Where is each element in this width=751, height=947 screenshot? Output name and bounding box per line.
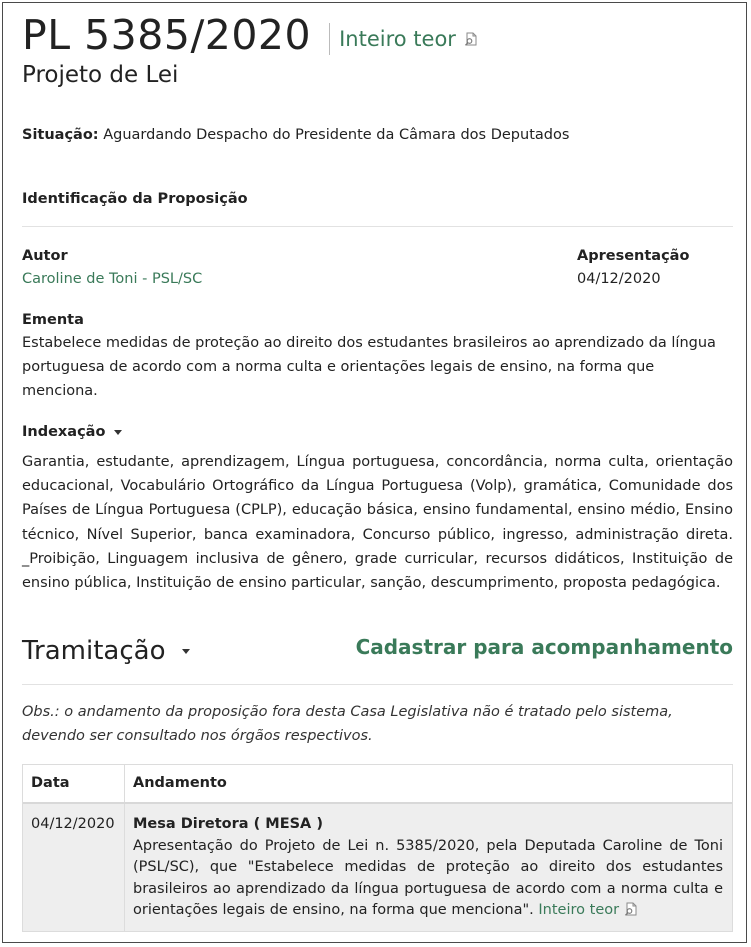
summary-label: Ementa xyxy=(22,312,84,328)
tramitation-table xyxy=(22,764,733,932)
full-text-link[interactable] xyxy=(339,11,478,67)
row-progress xyxy=(125,804,732,931)
page-frame xyxy=(2,2,747,943)
table-row xyxy=(23,804,732,931)
summary-text: Estabelece medidas de proteção ao direito dos estudantes brasileiros ao aprendizado da língua portuguesa de acordo com a norma culta e orientações legais de ensino, na forma que menciona. xyxy=(22,335,716,399)
tramitation-heading: Tramitação xyxy=(22,636,166,666)
row-full-text-label: Inteiro teor xyxy=(538,902,620,918)
author-label: Autor xyxy=(22,248,68,264)
indexing-text: Garantia, estudante, aprendizagem, Língua portuguesa, concordância, norma culta, orientação educacional, Vocabulário Ortográfico da Língua Portuguesa (Volp), gramática, Comunidade dos Países de Língua Portuguesa (CPLP), educação básica, ensino fundamental, ensino médio, Ensino técnico, Nível Superior, banca examinadora, Concurso público, ingresso, administração direta. _Proibição, Linguagem inclusiva de gênero, grade curricular, recursos didáticos, Instituição de ensino pública, Instituição de ensino particular, sanção, descumprimento, proposta pedagógica. xyxy=(22,454,733,592)
title-divider xyxy=(329,23,330,55)
row-date: 04/12/2020 xyxy=(23,804,125,931)
proposition-type: Projeto de Lei xyxy=(22,62,179,88)
indexing-toggle[interactable] xyxy=(22,421,122,443)
column-header-date: Data xyxy=(23,765,125,802)
caret-down-icon xyxy=(114,430,122,435)
row-organ: Mesa Diretora ( MESA ) xyxy=(133,816,323,832)
row-full-text-link[interactable] xyxy=(538,902,638,918)
observation-note: Obs.: o andamento da proposição fora desta Casa Legislativa não é tratado pelo sistema, devendo ser consultado nos órgãos respectivos. xyxy=(22,704,673,744)
divider xyxy=(22,684,733,685)
indexing-label: Indexação xyxy=(22,424,106,440)
presentation-block xyxy=(577,245,689,291)
author-link[interactable]: Caroline de Toni - PSL/SC xyxy=(22,271,203,287)
status-value: Aguardando Despacho do Presidente da Câmara dos Deputados xyxy=(103,127,570,143)
full-text-link-label: Inteiro teor xyxy=(339,27,456,51)
row-description: Apresentação do Projeto de Lei n. 5385/2020, pela Deputada Caroline de Toni (PSL/SC), que "Estabelece medidas de proteção ao direito dos estudantes brasileiros ao aprendizado da língua portuguesa de acordo com a norma culta e orientações legais de ensino, na forma que menciona". xyxy=(133,837,723,918)
tramitation-toggle[interactable] xyxy=(22,633,190,669)
status-label: Situação: xyxy=(22,127,99,143)
author-block xyxy=(22,245,202,291)
page-title: PL 5385/2020 xyxy=(22,11,312,59)
title-row xyxy=(22,7,478,63)
identification-heading: Identificação da Proposição xyxy=(22,191,248,207)
summary-block xyxy=(22,309,733,403)
caret-down-icon xyxy=(182,649,190,654)
presentation-date: 04/12/2020 xyxy=(577,271,661,287)
table-header xyxy=(23,765,732,804)
status-line xyxy=(22,124,569,146)
column-header-progress: Andamento xyxy=(133,775,227,791)
document-search-icon xyxy=(464,32,478,46)
divider xyxy=(22,226,733,227)
document-search-icon xyxy=(624,902,638,916)
presentation-label: Apresentação xyxy=(577,248,690,264)
follow-register-link[interactable]: Cadastrar para acompanhamento xyxy=(355,635,733,659)
